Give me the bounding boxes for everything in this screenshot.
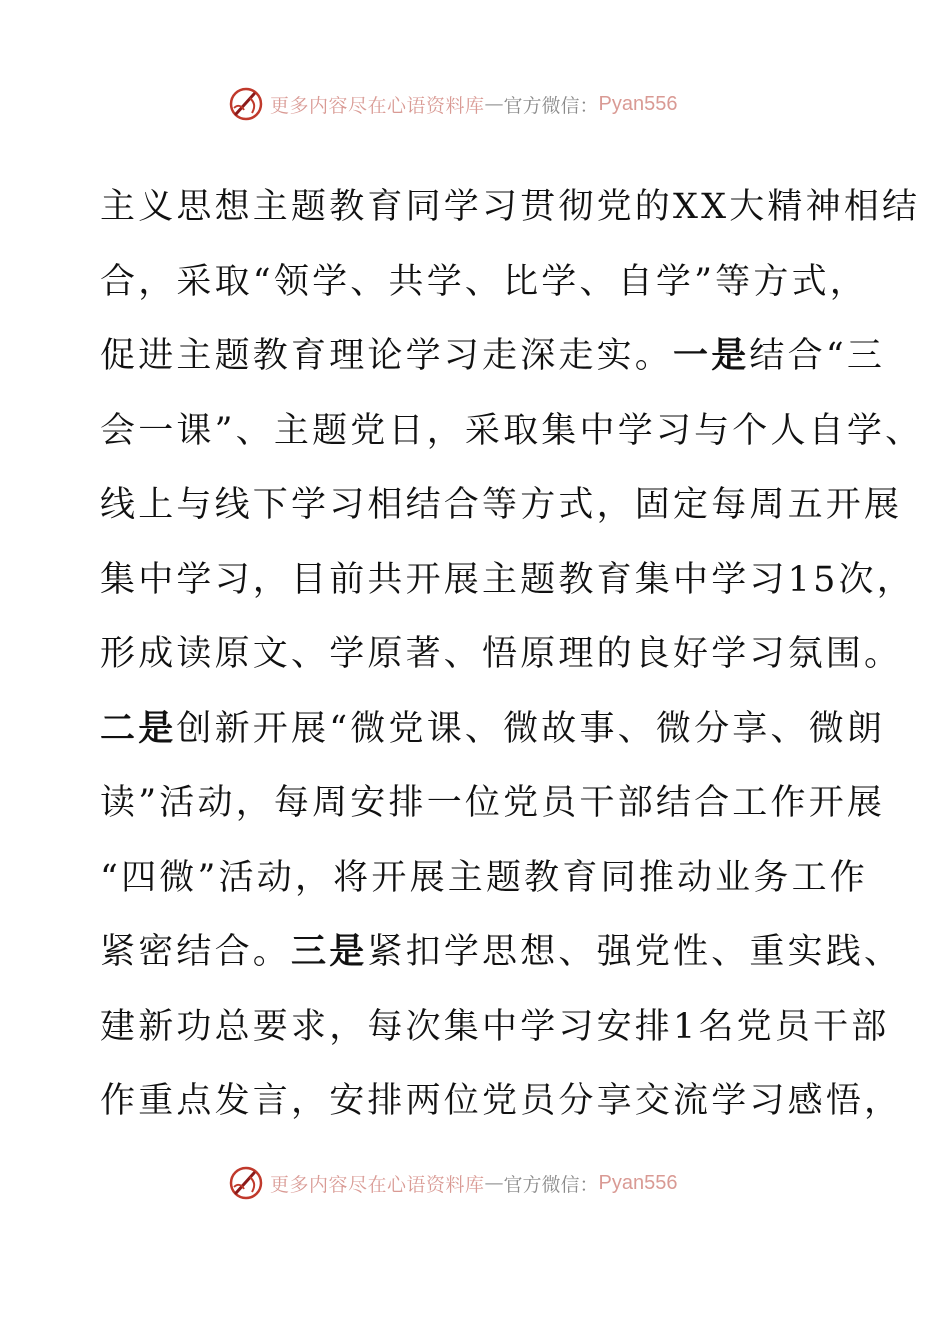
pen-circle-logo-icon	[228, 1165, 264, 1201]
text-line: 合，采取“领学、共学、比学、自学”等方式，	[100, 261, 868, 302]
text-line: “四微”活动，将开展主题教育同推动业务工作	[100, 857, 868, 898]
header-watermark-banner	[228, 84, 678, 124]
text-segment: 促进主题教育理论学习走深走实。	[100, 336, 674, 376]
text-line: 读”活动，每周安排一位党员干部结合工作开展	[100, 783, 886, 823]
banner-wechat-id: Pyan556	[598, 1171, 678, 1194]
text-segment: 紧扣学思想、强党性、重实践、	[367, 932, 903, 972]
text-line	[100, 692, 886, 767]
text-line: 作重点发言，安排两位党员分享交流学习感悟，	[100, 1081, 903, 1121]
text-line	[100, 319, 886, 394]
footer-watermark-banner	[228, 1163, 678, 1203]
text-line: 主义思想主题教育同学习贯彻党的XX大精神相结	[100, 187, 921, 227]
text-line: 建新功总要求，每次集中学习安排1名党员干部	[100, 1006, 890, 1047]
pen-circle-logo-icon	[228, 86, 264, 122]
bold-marker-second: 二是	[100, 708, 177, 749]
banner-wechat-id: Pyan556	[598, 92, 678, 115]
banner-separator: —	[484, 93, 504, 115]
banner-wechat-label: 官方微信：	[503, 1173, 599, 1196]
text-segment: 结合“三	[749, 336, 886, 376]
text-segment: 紧密结合。	[100, 932, 292, 972]
text-line: 形成读原文、学原著、悟原理的良好学习氛围。	[100, 634, 903, 674]
banner-separator: —	[484, 1172, 504, 1194]
text-segment: 创新开展“微党课、微故事、微分享、微朗	[176, 708, 886, 749]
text-line: 集中学习，目前共开展主题教育集中学习15次，	[100, 559, 915, 600]
banner-wechat-label: 官方微信：	[503, 94, 599, 117]
text-line: 线上与线下学习相结合等方式，固定每周五开展	[100, 485, 903, 525]
text-line	[100, 915, 903, 990]
bold-marker-third: 三是	[291, 932, 368, 972]
text-line: 会一课”、主题党日，采取集中学习与个人自学、	[100, 410, 924, 451]
bold-marker-first: 一是	[673, 336, 750, 376]
banner-text: 更多内容尽在心语资料库	[270, 94, 485, 117]
banner-text: 更多内容尽在心语资料库	[270, 1173, 485, 1196]
document-body	[100, 170, 924, 1139]
